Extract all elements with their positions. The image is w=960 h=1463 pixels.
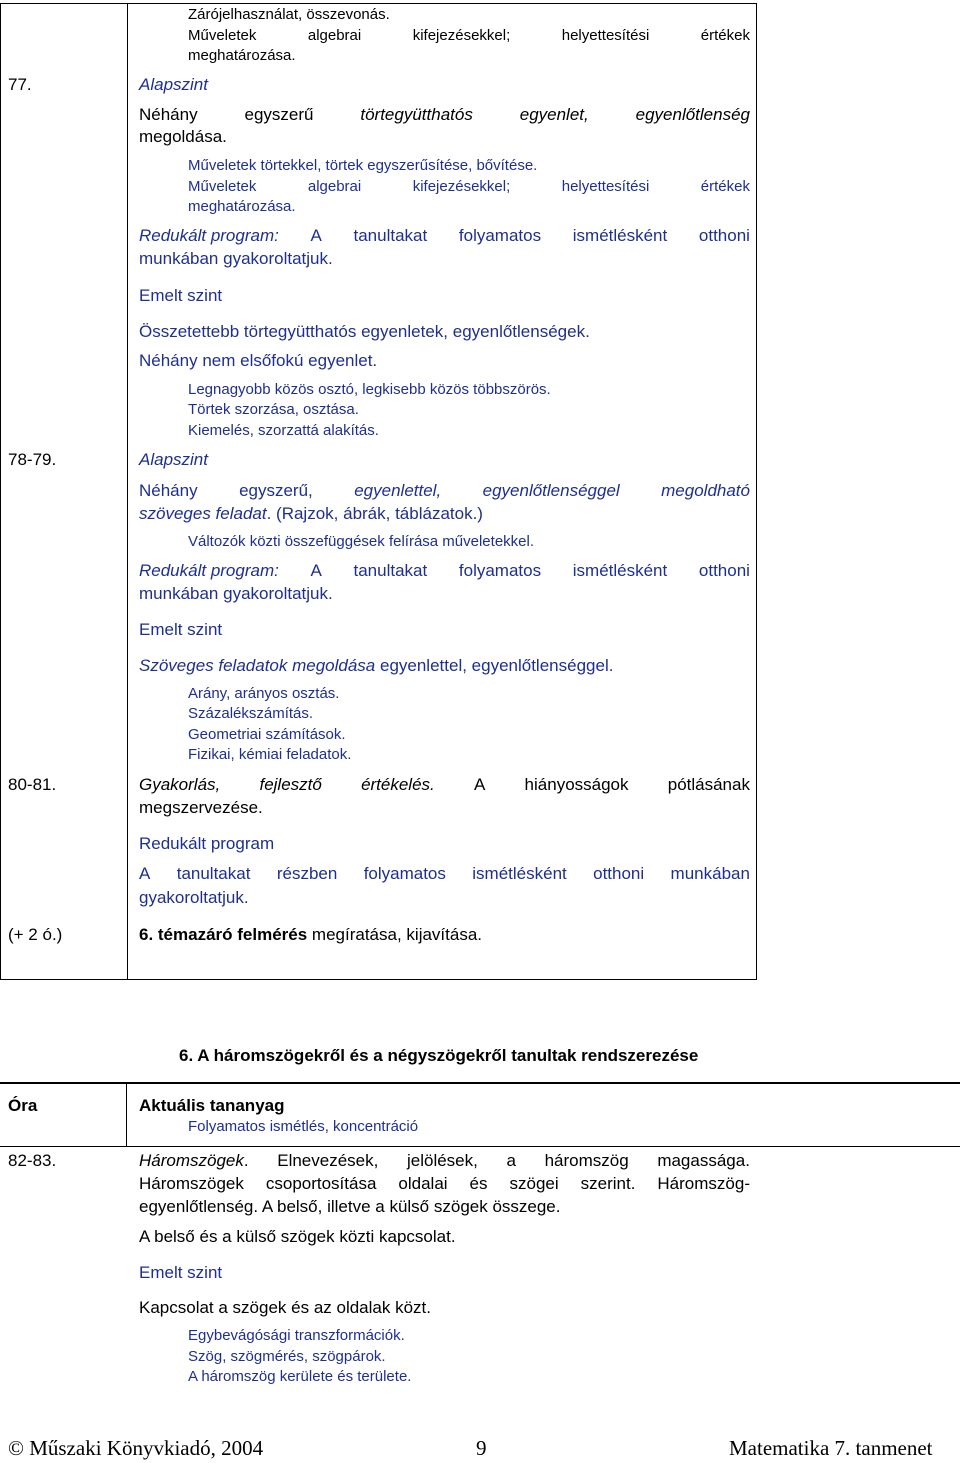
concentration-line: meghatározása. [188,198,296,215]
word: szerint. [580,1174,636,1193]
concentration-line: Kiemelés, szorzattá alakítás. [188,422,379,439]
reduced-program: Redukált program: A tanultakat folyamatos ismétlésként otthoni [139,226,750,245]
concentration-line: Szög, szögmérés, szögpárok. [188,1348,386,1365]
reduced-program: Redukált program: A tanultakat folyamatos ismétlésként otthoni [139,561,750,580]
word: tanultakat [176,864,251,883]
level-label: Alapszint [139,450,208,469]
topic-line: meghatározása. [188,47,296,64]
reduced-program: gyakoroltatjuk. [139,888,249,907]
word: folyamatos [363,864,446,883]
concentration-line: Műveletek törtekkel, törtek egyszerűsítése, bővítése. [188,157,538,174]
main-topic: Néhány egyszerű, egyenlettel, egyenlőtlenséggel megoldható [139,481,750,500]
word: Háromszögek [139,1174,244,1193]
advanced-topic: Szöveges feladatok megoldása egyenlettel, egyenlőtlenséggel. [139,656,614,675]
column-header-content: Aktuális tananyag [139,1096,285,1115]
page-number: 9 [476,1436,487,1460]
extra-hours: (+ 2 ó.) [8,925,63,944]
advanced-level-label: Emelt szint [139,620,223,639]
main-topic: Gyakorlás, fejlesztő értékelés. A hiányosságok pótlásának [139,775,750,794]
concentration-line: Százalékszámítás. [188,705,314,722]
advanced-topic: Kapcsolat a szögek és az oldalak közt. [139,1298,431,1317]
word: algebrai [307,178,362,195]
reduced-program: munkában gyakoroltatjuk. [139,584,333,603]
topic-line: Zárójelhasználat, összevonás. [188,6,390,23]
word: részben [276,864,338,883]
concentration-line: A háromszög kerülete és területe. [188,1368,412,1385]
word: helyettesítési [561,178,650,195]
word: Műveletek [188,178,257,195]
justified-line [188,178,750,195]
level-label: Alapszint [139,75,208,94]
word: algebrai [307,27,362,44]
advanced-level-label: Emelt szint [139,286,223,305]
justified-line [139,1174,750,1194]
reduced-program-label: Redukált program [139,834,275,853]
word: oldalai [398,1174,448,1193]
lesson-number: 80-81. [8,775,57,794]
column-header-sub: Folyamatos ismétlés, koncentráció [188,1118,419,1135]
word: helyettesítési [561,27,650,44]
lesson-number: 82-83. [8,1151,57,1170]
word: kifejezésekkel; [412,27,511,44]
header-bottom-border [0,1146,960,1147]
test-line: 6. témazáró felmérés megíratása, kijavítása. [139,925,483,944]
concentration-line: Geometriai számítások. [188,726,346,743]
word: A [139,864,151,883]
justified-line [139,864,750,884]
word: és [469,1174,488,1193]
word: Háromszög- [657,1174,750,1193]
concentration-line: Törtek szorzása, osztása. [188,401,359,418]
word: ismétlésként [472,864,567,883]
table-top-border [0,1082,960,1084]
main-topic: Néhány egyszerű törtegyütthatós egyenlet, egyenlőtlenség [139,105,750,124]
word: értékek [700,178,750,195]
reduced-program: munkában gyakoroltatjuk. [139,249,333,268]
main-topic: szöveges feladat. (Rajzok, ábrák, táblázatok.) [139,504,483,523]
lesson-number: 78-79. [8,450,57,469]
main-topic: Háromszögek. Elnevezések, jelölések, a háromszög magassága. [139,1151,750,1170]
main-topic: megoldása. [139,127,227,146]
section-title: 6. A háromszögekről és a négyszögekről tanultak rendszerezése [179,1046,699,1065]
column-header-hour: Óra [8,1096,38,1115]
column-divider [127,4,128,979]
word: munkában [670,864,750,883]
concentration-line: Legnagyobb közös osztó, legkisebb közös többszörös. [188,381,551,398]
concentration-line: Változók közti összefüggések felírása műveletekkel. [188,533,535,550]
word: kifejezésekkel; [412,178,511,195]
word: értékek [700,27,750,44]
lesson-number: 77. [8,75,32,94]
footer-publisher: © Műszaki Könyvkiadó, 2004 [8,1436,264,1460]
advanced-topic: Néhány nem elsőfokú egyenlet. [139,351,378,370]
main-topic: egyenlőtlenség. A belső, illetve a külső szögek összege. [139,1197,561,1216]
main-topic: megszervezése. [139,798,263,817]
concentration-line: Arány, arányos osztás. [188,685,340,702]
concentration-line: Egybevágósági transzformációk. [188,1327,405,1344]
advanced-topic: Összetettebb törtegyütthatós egyenletek, egyenlőtlenségek. [139,322,590,341]
word: Műveletek [188,27,257,44]
word: csoportosítása [265,1174,377,1193]
word: szögei [509,1174,559,1193]
advanced-level-label: Emelt szint [139,1263,223,1282]
footer-book-title: Matematika 7. tanmenet [729,1436,933,1460]
header-divider [126,1082,127,1147]
justified-line [188,27,750,44]
main-topic: A belső és a külső szögek közti kapcsolat. [139,1227,456,1246]
word: otthoni [593,864,645,883]
concentration-line: Fizikai, kémiai feladatok. [188,746,352,763]
